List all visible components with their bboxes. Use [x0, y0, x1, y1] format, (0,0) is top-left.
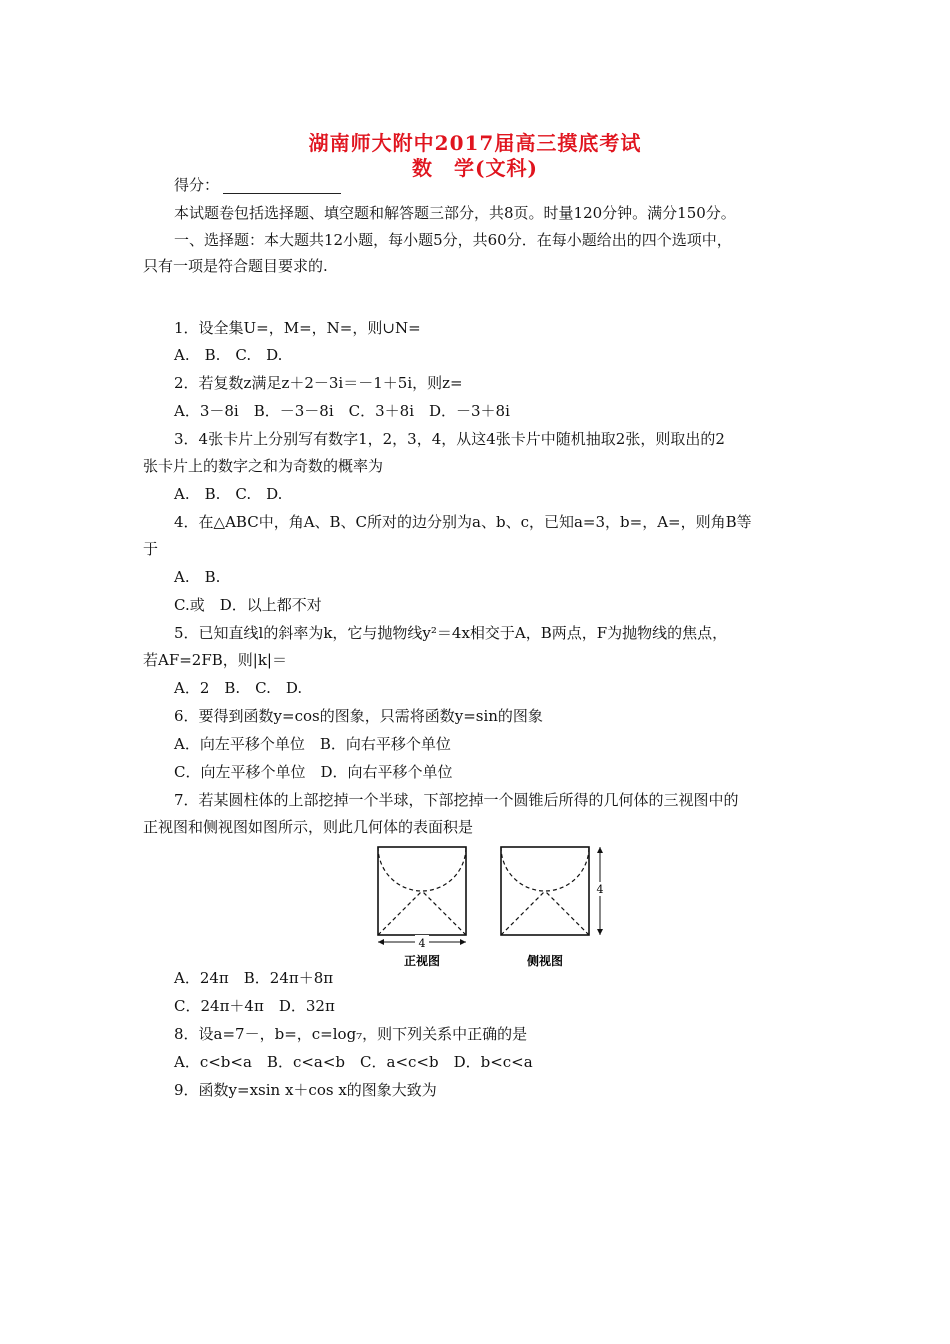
- q5-stem: 5．已知直线l的斜率为k，它与抛物线y²＝4x相交于A，B两点，F为抛物线的焦点，: [174, 624, 728, 642]
- score-blank[interactable]: [223, 179, 341, 194]
- section-heading-cont: 只有一项是符合题目要求的.: [143, 257, 328, 275]
- q8-options: A．c<b<a B．c<a<b C．a<c<b D．b<c<a: [174, 1053, 533, 1071]
- q7-stem-cont: 正视图和侧视图如图所示，则此几何体的表面积是: [143, 818, 474, 836]
- q6-options-a: A．向左平移个单位 B．向右平移个单位: [174, 735, 451, 753]
- q8-stem: 8．设a=7－，b=，c=log₇，则下列关系中正确的是: [174, 1025, 528, 1043]
- q7-stem: 7．若某圆柱体的上部挖掉一个半球，下部挖掉一个圆锥后所得的几何体的三视图中的: [174, 791, 739, 809]
- q4-stem-cont: 于: [143, 540, 159, 558]
- side-view: [501, 847, 606, 968]
- three-view-figure: [368, 843, 618, 973]
- q1-options: A. B. C. D.: [174, 346, 283, 364]
- section-heading: 一、选择题：本大题共12小题，每小题5分，共60分．在每小题给出的四个选项中，: [174, 231, 732, 249]
- front-view: [378, 847, 466, 968]
- score-line: [174, 175, 341, 195]
- score-label: 得分：: [174, 176, 220, 194]
- exam-subject: 数 学(文科): [412, 156, 538, 180]
- q1-stem: 1．设全集U=，M=，N=，则∪N=: [174, 319, 421, 337]
- q6-options-b: C．向左平移个单位 D．向右平移个单位: [174, 763, 453, 781]
- q3-stem: 3．4张卡片上分别写有数字1，2，3，4，从这4张卡片中随机抽取2张，则取出的2: [174, 430, 725, 448]
- front-view-label: 正视图: [403, 954, 441, 968]
- q7-options-b: C．24π＋4π D．32π: [174, 997, 335, 1015]
- side-view-label: 侧视图: [526, 954, 564, 968]
- q4-options-b: C.或 D．以上都不对: [174, 596, 322, 614]
- q2-stem: 2．若复数z满足z＋2－3i＝－1＋5i，则z=: [174, 374, 463, 392]
- height-dimension: 4: [596, 883, 604, 896]
- q2-options: A．3－8i B．－3－8i C．3＋8i D．－3＋8i: [174, 402, 510, 420]
- intro-text: 本试题卷包括选择题、填空题和解答题三部分，共8页。时量120分钟。满分150分。: [174, 204, 736, 222]
- q9-stem: 9．函数y=xsin x＋cos x的图象大致为: [174, 1081, 437, 1099]
- q3-options: A. B. C. D.: [174, 485, 283, 503]
- q4-stem: 4．在△ABC中，角A、B、C所对的边分别为a、b、c，已知a=3，b=，A=，则角B等: [174, 513, 752, 531]
- exam-title: 湖南师大附中2017届高三摸底考试: [308, 131, 642, 155]
- q4-options-a: A. B.: [174, 568, 221, 586]
- q5-stem-cont: 若AF=2FB，则|k|＝: [143, 651, 287, 669]
- q5-options: A．2 B. C. D.: [174, 679, 303, 697]
- q7-options-a: A．24π B．24π＋8π: [174, 969, 334, 987]
- width-dimension: 4: [418, 937, 426, 950]
- q3-stem-cont: 张卡片上的数字之和为奇数的概率为: [143, 457, 384, 475]
- q6-stem: 6．要得到函数y=cos的图象，只需将函数y=sin的图象: [174, 707, 543, 725]
